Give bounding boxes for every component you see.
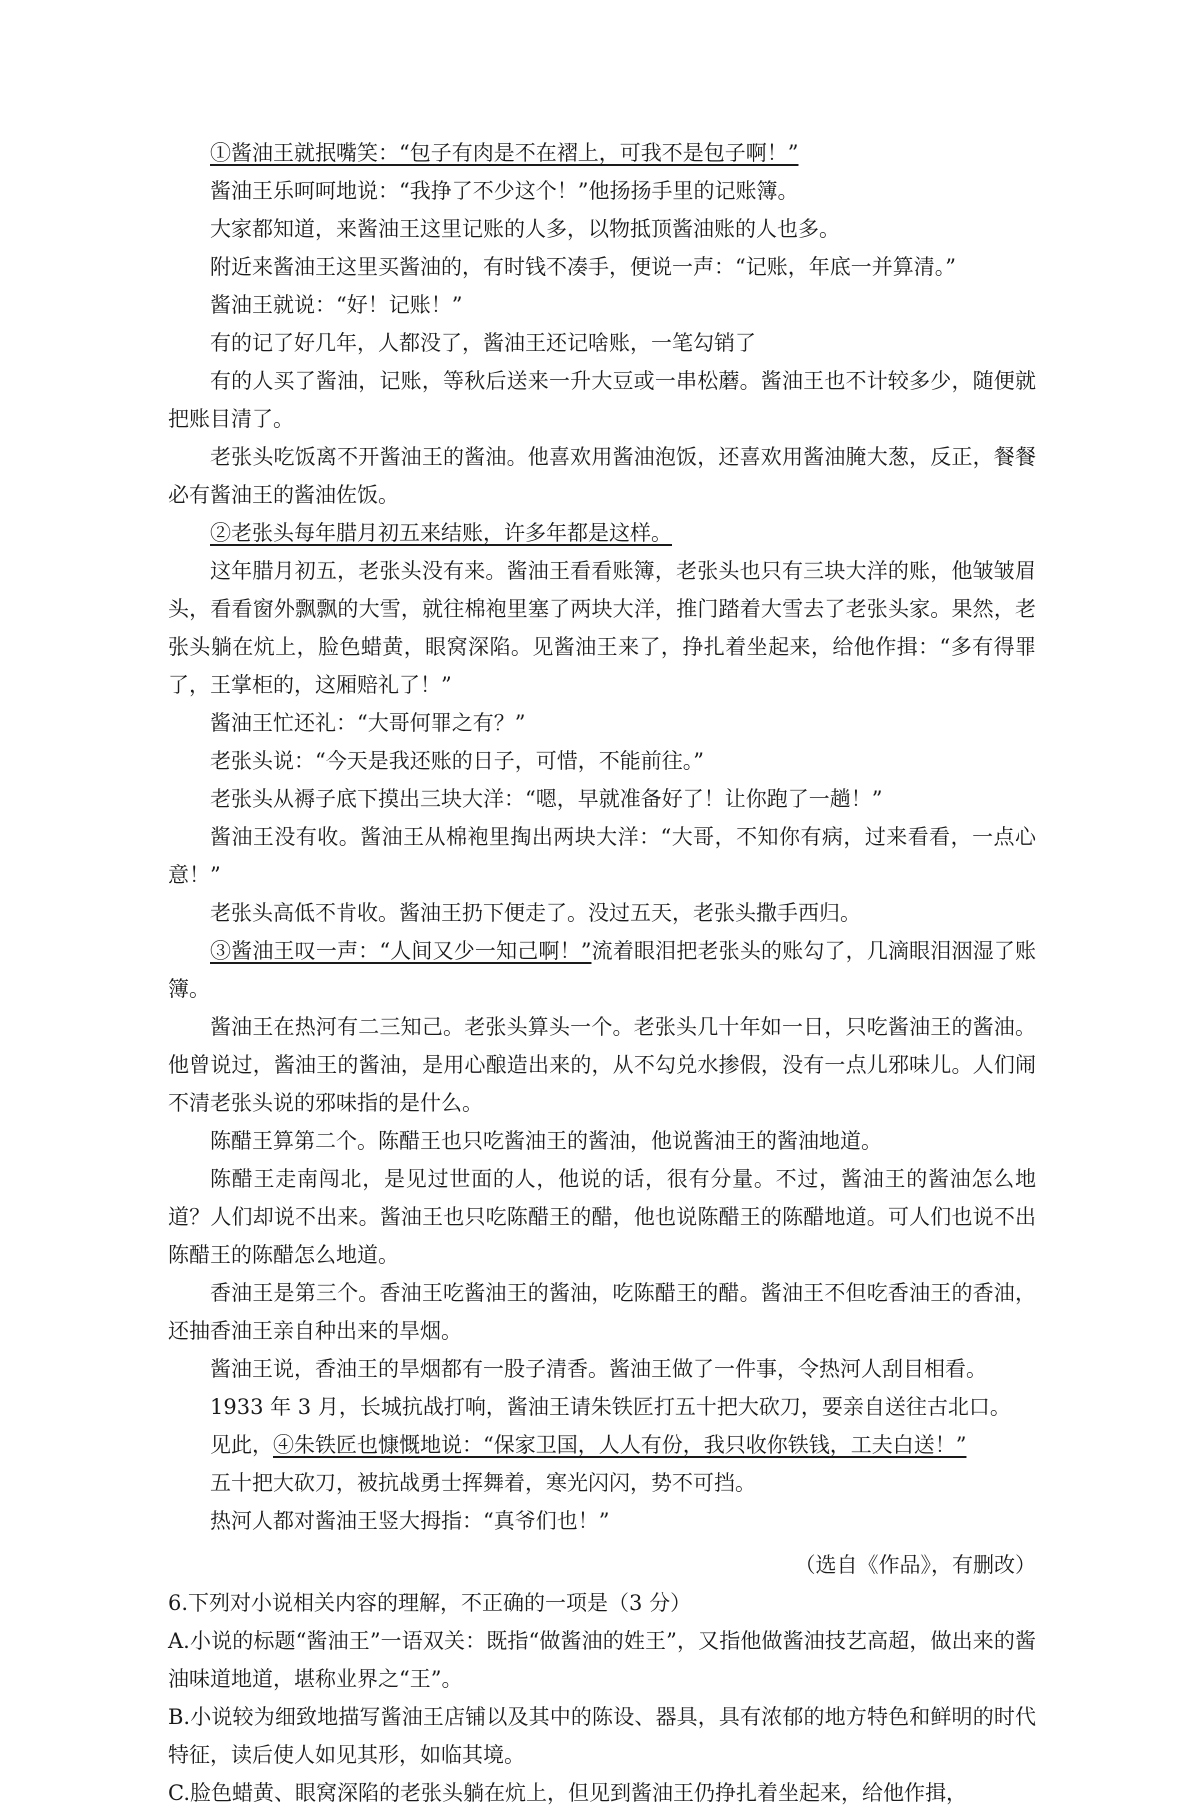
story-paragraph bbox=[168, 514, 1036, 552]
story-paragraph: 酱油王就说：“好！记账！” bbox=[210, 293, 463, 317]
underlined-sentence-3: ③酱油王叹一声：“人间又少一知己啊！” bbox=[210, 939, 592, 963]
question-option-c: C.脸色蜡黄、眼窝深陷的老张头躺在炕上，但见到酱油王仍挣扎着坐起来，给他作揖， bbox=[168, 1781, 967, 1805]
story-paragraph: 这年腊月初五，老张头没有来。酱油王看看账簿，老张头也只有三块大洋的账，他皱皱眉头，看看窗外飘飘的大雪，就往棉袍里塞了两块大洋，推门踏着大雪去了老张头家。果然，老张头躺在炕上，脸色蜡黄，眼窝深陷。见酱油王来了，挣扎着坐起来，给他作揖：“多有得罪了，王掌柜的，这厢赔礼了！” bbox=[168, 559, 1036, 697]
story-paragraph: 五十把大砍刀，被抗战勇士挥舞着，寒光闪闪，势不可挡。 bbox=[210, 1471, 756, 1495]
story-paragraph: 香油王是第三个。香油王吃酱油王的酱油，吃陈醋王的醋。酱油王不但吃香油王的香油，还抽香油王亲自种出来的旱烟。 bbox=[168, 1281, 1036, 1343]
story-paragraph bbox=[168, 134, 1036, 172]
story-paragraph bbox=[168, 1426, 1036, 1464]
story-paragraph: 大家都知道，来酱油王这里记账的人多，以物抵顶酱油账的人也多。 bbox=[210, 217, 840, 241]
document-page bbox=[168, 134, 1036, 1812]
question-stem: 6.下列对小说相关内容的理解，不正确的一项是（3 分） bbox=[168, 1591, 692, 1615]
story-text: 流着眼泪把老张头的账勾了，几滴眼泪洇湿了账簿。 bbox=[168, 939, 1036, 1001]
underlined-sentence-4: ④朱铁匠也慷慨地说：“保家卫国，人人有份，我只收你铁钱，工夫白送！” bbox=[273, 1433, 967, 1457]
story-paragraph: 酱油王在热河有二三知己。老张头算头一个。老张头几十年如一日，只吃酱油王的酱油。他曾说过，酱油王的酱油，是用心酿造出来的，从不勾兑水掺假，没有一点儿邪味儿。人们闹不清老张头说的邪味指的是什么。 bbox=[168, 1015, 1036, 1115]
story-paragraph: 酱油王没有收。酱油王从棉袍里掏出两块大洋：“大哥，不知你有病，过来看看，一点心意！” bbox=[168, 825, 1036, 887]
question-option-b: B.小说较为细致地描写酱油王店铺以及其中的陈设、器具，具有浓郁的地方特色和鲜明的时代特征，读后使人如见其形，如临其境。 bbox=[168, 1705, 1036, 1767]
story-paragraph: 酱油王乐呵呵地说：“我挣了不少这个！”他扬扬手里的记账簿。 bbox=[210, 179, 799, 203]
story-paragraph: 老张头从褥子底下摸出三块大洋：“嗯，早就准备好了！让你跑了一趟！” bbox=[210, 787, 883, 811]
story-paragraph: 酱油王忙还礼：“大哥何罪之有？” bbox=[210, 711, 526, 735]
story-paragraph: 有的人买了酱油，记账，等秋后送来一升大豆或一串松蘑。酱油王也不计较多少，随便就把账目清了。 bbox=[168, 369, 1036, 431]
story-paragraph: 1933 年 3 月，长城抗战打响，酱油王请朱铁匠打五十把大砍刀，要亲自送往古北口。 bbox=[210, 1395, 1011, 1419]
story-paragraph: 老张头高低不肯收。酱油王扔下便走了。没过五天，老张头撒手西归。 bbox=[210, 901, 861, 925]
underlined-sentence-2: ②老张头每年腊月初五来结账，许多年都是这样。 bbox=[210, 521, 672, 545]
story-paragraph: 老张头说：“今天是我还账的日子，可惜，不能前往。” bbox=[210, 749, 704, 773]
question-option-a: A.小说的标题“酱油王”一语双关：既指“做酱油的姓王”，又指他做酱油技艺高超，做出来的酱油味道地道，堪称业界之“王”。 bbox=[168, 1629, 1036, 1691]
story-paragraph: 附近来酱油王这里买酱油的，有时钱不凑手，便说一声：“记账，年底一并算清。” bbox=[210, 255, 956, 279]
story-paragraph: 有的记了好几年，人都没了，酱油王还记啥账，一笔勾销了 bbox=[210, 331, 756, 355]
story-paragraph: 陈醋王算第二个。陈醋王也只吃酱油王的酱油，他说酱油王的酱油地道。 bbox=[210, 1129, 882, 1153]
story-paragraph: 酱油王说，香油王的旱烟都有一股子清香。酱油王做了一件事，令热河人刮目相看。 bbox=[210, 1357, 987, 1381]
source-citation: （选自《作品》，有删改） bbox=[794, 1553, 1036, 1577]
story-paragraph bbox=[168, 932, 1036, 1008]
story-paragraph: 陈醋王走南闯北，是见过世面的人，他说的话，很有分量。不过，酱油王的酱油怎么地道？人们却说不出来。酱油王也只吃陈醋王的醋，他也说陈醋王的陈醋地道。可人们也说不出陈醋王的陈醋怎么地道。 bbox=[168, 1167, 1036, 1267]
story-text: 见此， bbox=[210, 1433, 273, 1457]
underlined-sentence-1: ①酱油王就抿嘴笑：“包子有肉是不在褶上，可我不是包子啊！” bbox=[210, 141, 799, 165]
story-paragraph: 老张头吃饭离不开酱油王的酱油。他喜欢用酱油泡饭，还喜欢用酱油腌大葱，反正，餐餐必有酱油王的酱油佐饭。 bbox=[168, 445, 1036, 507]
story-paragraph: 热河人都对酱油王竖大拇指：“真爷们也！” bbox=[210, 1509, 610, 1533]
